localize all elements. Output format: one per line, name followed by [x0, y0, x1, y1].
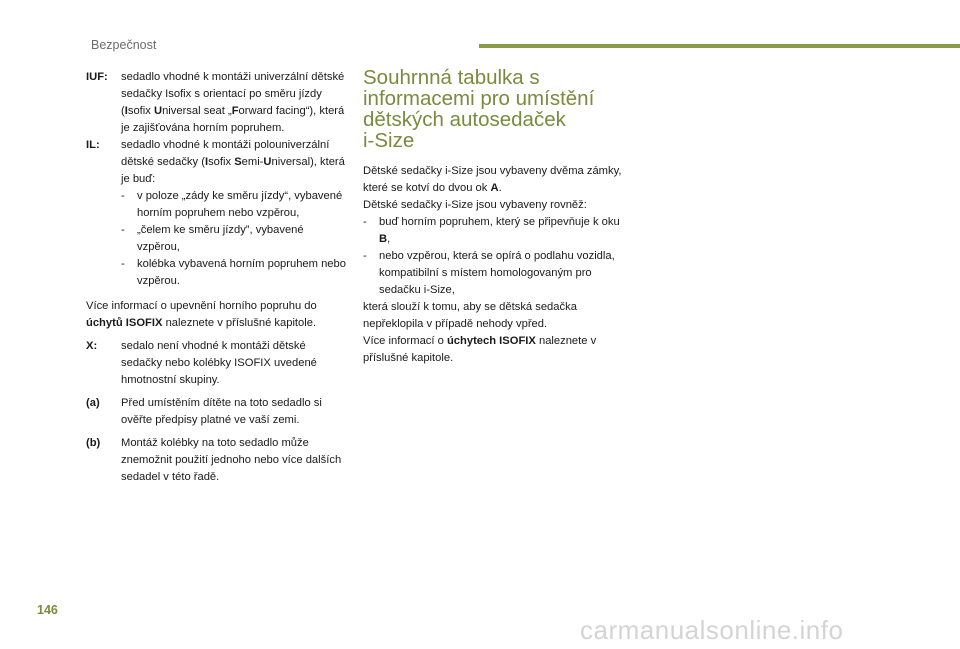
- definition-term: X:: [86, 340, 98, 352]
- definition-term: (b): [86, 437, 101, 449]
- paragraph: která slouží k tomu, aby se dětská sedačka nepřeklopila v případě nehody vpřed.: [363, 301, 577, 330]
- definition-a: [86, 395, 348, 429]
- paragraph: Dětské sedačky i-Size jsou vybaveny rovněž:: [363, 199, 587, 211]
- section-title: Bezpečnost: [91, 38, 157, 52]
- paragraph: Více informací o úchytech ISOFIX naleznete v příslušné kapitole.: [363, 335, 597, 364]
- definition-term: IL:: [86, 139, 100, 151]
- list-item: - kolébka vybavená horním popruhem nebo vzpěrou.: [121, 258, 346, 287]
- definition-text: Montáž kolébky na toto sedadlo může znemožnit použití jednoho nebo více dalších sedadel v této řadě.: [121, 437, 342, 483]
- header-accent-bar: [479, 44, 960, 48]
- list-item: - buď horním popruhem, který se připevňuje k oku B,: [363, 216, 620, 245]
- definition-x: [86, 338, 348, 389]
- watermark: carmanualsonline.info: [580, 615, 844, 645]
- definition-term: IUF:: [86, 71, 108, 83]
- definition-text: Před umístěním dítěte na toto sedadlo si ověřte předpisy platné ve vaší zemi.: [121, 397, 322, 426]
- paragraph: Dětské sedačky i-Size jsou vybaveny dvěma zámky, které se kotví do dvou ok A.: [363, 165, 622, 194]
- definition-text: sedadlo vhodné k montáži polouniverzální dětské sedačky (Isofix Semi-Universal), která je buď: - v poloze „zády ke směru jízdy“, vybavené horním popruhem nebo vzpěrou, - „čelem ke směru jízdy”, vybavené vzpěrou, - kolébka vybavená horním popruhem nebo vzpěrou.: [121, 137, 348, 290]
- list-item: - v poloze „zády ke směru jízdy“, vybavené horním popruhem nebo vzpěrou,: [121, 190, 343, 219]
- definition-il: [86, 137, 348, 290]
- definition-iuf: [86, 69, 348, 137]
- definition-text: sedalo není vhodné k montáži dětské sedačky nebo kolébky ISOFIX uvedené hmotnostní skupiny.: [121, 340, 317, 386]
- summary-table-heading: Souhrnná tabulka s informacemi pro umístění dětských autosedaček i-Size: [363, 66, 595, 152]
- definition-b: [86, 435, 348, 486]
- list-item: - „čelem ke směru jízdy”, vybavené vzpěrou,: [121, 224, 304, 253]
- definition-term: (a): [86, 397, 100, 409]
- page-number: 146: [37, 603, 58, 617]
- list-item: - nebo vzpěrou, která se opírá o podlahu vozidla, kompatibilní s místem homologovaným pro sedačku i-Size,: [363, 250, 615, 296]
- definition-text: sedadlo vhodné k montáži univerzální dětské sedačky Isofix s orientací po směru jízdy (Isofix Universal seat „Forward facing“), která je zajišťována horním popruhem.: [121, 71, 345, 134]
- more-info-paragraph: Více informací o upevnění horního popruhu do úchytů ISOFIX naleznete v příslušné kapitole.: [86, 300, 317, 329]
- right-column: [363, 163, 625, 367]
- left-column: [86, 69, 348, 486]
